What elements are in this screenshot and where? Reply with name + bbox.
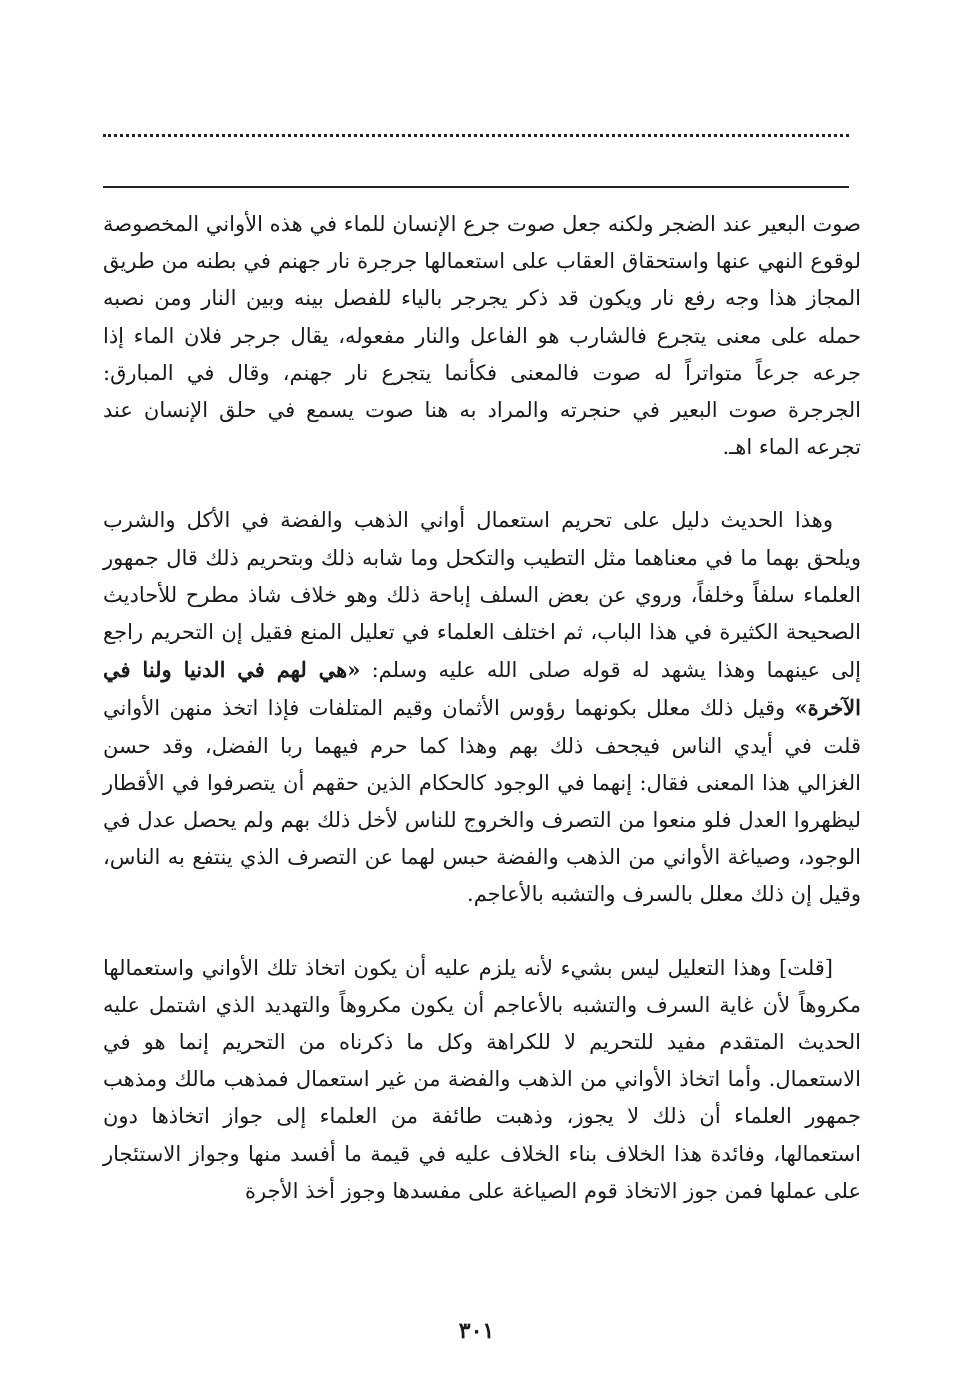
page-number: ٣٠١ [458,1318,495,1344]
footnote-continuation-dots [103,128,849,137]
page-text-block [103,206,861,1210]
body-paragraph-hadith-discussion [103,502,861,913]
paragraph-text-before-hadith: وهذا الحديث دليل على تحريم استعمال أواني الذهب والفضة في الأكل والشرب ويلحق بهما ما في معناهما مثل التطيب والتكحل وما شابه ذلك وبتحريم ذلك قال جمهور العلماء سلفاً وخلفاً، وروي عن بعض السلف إباحة ذلك وهو خلاف شاذ مطرح للأحاديث الصحيحة الكثيرة في هذا الباب، ثم اختلف العلماء في تعليل المنع فقيل إن التحريم راجع إلى عينهما وهذا يشهد له قوله صلى الله عليه وسلم: [103,508,861,683]
body-paragraph-author-note: [قلت] وهذا التعليل ليس بشيء لأنه يلزم عليه أن يكون اتخاذ تلك الأواني واستعمالها مكروهاً لأن غاية السرف والتشبه بالأعاجم أن يكون مكروهاً والتهديد الذي اشتمل عليه الحديث المتقدم مفيد للتحريم لا للكراهة وكل ما ذكرناه من التحريم إنما هو في الاستعمال. وأما اتخاذ الأواني من الذهب والفضة من غير استعمال فمذهب مالك ومذهب جمهور العلماء أن ذلك لا يجوز، وذهبت طائفة من العلماء إلى جواز اتخاذها دون استعمالها، وفائدة هذا الخلاف بناء الخلاف عليه في قيمة ما أفسد منها وجواز الاستئجار على عملها فمن جوز الاتخاذ قوم الصياغة على مفسدها وجوز أخذ الأجرة [103,955,861,1203]
footnote-paragraph: صوت البعير عند الضجر ولكنه جعل صوت جرع الإنسان للماء في هذه الأواني المخصوصة لوقوع النهي عنها واستحقاق العقاب على استعمالها جرجرة نار جهنم في بطنه من طريق المجاز هذا وجه رفع نار ويكون قد ذكر يجرجر بالياء للفصل بينه وبين النار ومن نصبه حمله على معنى يتجرع فالشارب هو الفاعل والنار مفعوله، يقال جرجر فلان الماء إذا جرعه جرعاً متواتراً له صوت فالمعنى فكأنما يتجرع نار جهنم، وقال في المبارق: الجرجرة صوت البعير في حنجرته والمراد به هنا صوت يسمع في حلق الإنسان عند تجرعه الماء اهـ. [103,212,861,460]
hadith-quote: «هي لهم في الدنيا ولنا في الآخرة» [103,657,861,721]
paragraph-text-after-hadith: وقيل ذلك معلل بكونهما رؤوس الأثمان وقيم المتلفات فإذا اتخذ منهن الأواني قلت في أيدي الناس فيجحف ذلك بهم وهذا كما حرم فيهما ربا الفضل، وقد حسن الغزالي هذا المعنى فقال: إنهما في الوجود كالحكام الذين حقهم أن يتصرفوا في الأقطار ليظهروا العدل فلو منعوا من التصرف والخروج للناس لأخل ذلك بهم ولم يحصل عدل في الوجود، وصياغة الأواني من الذهب والفضة حبس لهما عن التصرف الذي ينتفع به الناس، وقيل إن ذلك معلل بالسرف والتشبه بالأعاجم. [103,696,861,907]
footnote-separator-rule [103,186,849,188]
